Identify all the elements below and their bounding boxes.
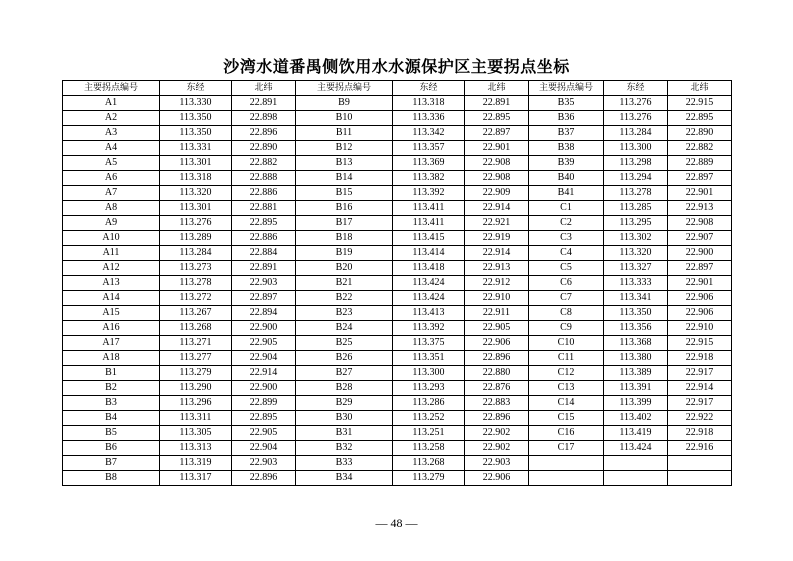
table-cell: 22.897 xyxy=(668,261,732,276)
table-cell: 22.918 xyxy=(668,426,732,441)
table-cell: 113.369 xyxy=(393,156,465,171)
table-cell: 22.917 xyxy=(668,366,732,381)
table-row xyxy=(63,111,732,126)
table-cell: B15 xyxy=(296,186,393,201)
table-row xyxy=(63,351,732,366)
table-cell: B14 xyxy=(296,171,393,186)
table-cell: C9 xyxy=(529,321,604,336)
table-cell: B29 xyxy=(296,396,393,411)
table-cell: 113.320 xyxy=(604,246,668,261)
table-cell: C17 xyxy=(529,441,604,456)
table-cell: 113.319 xyxy=(160,456,232,471)
table-cell: 22.880 xyxy=(465,366,529,381)
table-row xyxy=(63,171,732,186)
table-cell: 113.295 xyxy=(604,216,668,231)
table-cell: C12 xyxy=(529,366,604,381)
table-cell: 22.883 xyxy=(465,396,529,411)
table-cell: B6 xyxy=(63,441,160,456)
table-row xyxy=(63,231,732,246)
table-cell: 113.413 xyxy=(393,306,465,321)
table-cell: A15 xyxy=(63,306,160,321)
table-cell: 113.286 xyxy=(393,396,465,411)
table-cell xyxy=(604,471,668,486)
table-cell: 22.914 xyxy=(465,246,529,261)
table-row xyxy=(63,261,732,276)
table-cell: A1 xyxy=(63,96,160,111)
column-header: 北纬 xyxy=(668,81,732,96)
column-header: 主要拐点编号 xyxy=(296,81,393,96)
table-row xyxy=(63,246,732,261)
table-cell: B27 xyxy=(296,366,393,381)
table-cell: 113.333 xyxy=(604,276,668,291)
table-cell: 113.271 xyxy=(160,336,232,351)
table-cell: 22.888 xyxy=(232,171,296,186)
table-cell: 22.881 xyxy=(232,201,296,216)
table-cell: 113.273 xyxy=(160,261,232,276)
table-cell: B38 xyxy=(529,141,604,156)
table-cell: 113.305 xyxy=(160,426,232,441)
table-cell: 22.905 xyxy=(232,336,296,351)
table-cell: 22.908 xyxy=(668,216,732,231)
table-cell: 113.302 xyxy=(604,231,668,246)
table-cell: 113.276 xyxy=(604,111,668,126)
table-cell: C4 xyxy=(529,246,604,261)
table-cell: 22.906 xyxy=(668,306,732,321)
table-cell: 113.380 xyxy=(604,351,668,366)
table-cell: 113.301 xyxy=(160,156,232,171)
page-number: — 48 — xyxy=(375,516,418,530)
table-cell: B24 xyxy=(296,321,393,336)
table-cell: 113.331 xyxy=(160,141,232,156)
table-cell: 22.897 xyxy=(232,291,296,306)
table-cell: 113.356 xyxy=(604,321,668,336)
table-cell: A13 xyxy=(63,276,160,291)
table-row xyxy=(63,471,732,486)
table-cell: 113.277 xyxy=(160,351,232,366)
table-row xyxy=(63,321,732,336)
table-cell: 113.424 xyxy=(393,276,465,291)
table-cell: 22.896 xyxy=(465,411,529,426)
column-header: 东经 xyxy=(393,81,465,96)
table-cell: 113.389 xyxy=(604,366,668,381)
table-cell: B11 xyxy=(296,126,393,141)
table-cell: C11 xyxy=(529,351,604,366)
table-cell: 22.904 xyxy=(232,351,296,366)
table-cell: C7 xyxy=(529,291,604,306)
document-title: 沙湾水道番禺侧饮用水水源保护区主要拐点坐标 xyxy=(223,57,570,76)
table-cell: 113.300 xyxy=(604,141,668,156)
table-cell: 113.392 xyxy=(393,321,465,336)
table-cell: 113.411 xyxy=(393,201,465,216)
table-cell: C8 xyxy=(529,306,604,321)
table-row xyxy=(63,96,732,111)
table-cell: B4 xyxy=(63,411,160,426)
table-cell: 22.891 xyxy=(465,96,529,111)
table-cell: B33 xyxy=(296,456,393,471)
table-cell: 113.318 xyxy=(160,171,232,186)
table-cell: 22.906 xyxy=(668,291,732,306)
table-cell: 113.414 xyxy=(393,246,465,261)
table-cell: 22.884 xyxy=(232,246,296,261)
table-cell: A5 xyxy=(63,156,160,171)
table-cell: B17 xyxy=(296,216,393,231)
table-cell: 22.905 xyxy=(232,426,296,441)
table-cell: 22.886 xyxy=(232,231,296,246)
table-cell: 22.914 xyxy=(465,201,529,216)
table-cell: B18 xyxy=(296,231,393,246)
table-cell: 113.296 xyxy=(160,396,232,411)
table-cell: B8 xyxy=(63,471,160,486)
table-cell: 22.891 xyxy=(232,96,296,111)
column-header: 主要拐点编号 xyxy=(529,81,604,96)
table-cell: C1 xyxy=(529,201,604,216)
table-cell: 113.284 xyxy=(604,126,668,141)
table-cell: 22.890 xyxy=(232,141,296,156)
table-cell: C16 xyxy=(529,426,604,441)
table-cell: 113.268 xyxy=(160,321,232,336)
table-row xyxy=(63,396,732,411)
column-header: 东经 xyxy=(160,81,232,96)
table-cell: B36 xyxy=(529,111,604,126)
table-cell: 113.424 xyxy=(604,441,668,456)
table-cell: 113.300 xyxy=(393,366,465,381)
table-cell: 22.895 xyxy=(465,111,529,126)
table-cell: 113.298 xyxy=(604,156,668,171)
table-cell: 113.278 xyxy=(604,186,668,201)
table-cell: 113.351 xyxy=(393,351,465,366)
table-cell: 22.908 xyxy=(465,156,529,171)
table-cell: 22.912 xyxy=(465,276,529,291)
table-cell: B5 xyxy=(63,426,160,441)
table-cell: C3 xyxy=(529,231,604,246)
table-row xyxy=(63,456,732,471)
table-cell: 22.905 xyxy=(465,321,529,336)
table-cell: 113.342 xyxy=(393,126,465,141)
table-cell: 22.901 xyxy=(668,186,732,201)
table-cell: 113.341 xyxy=(604,291,668,306)
column-header: 主要拐点编号 xyxy=(63,81,160,96)
table-cell: 113.317 xyxy=(160,471,232,486)
table-cell: B26 xyxy=(296,351,393,366)
table-cell: 22.902 xyxy=(465,426,529,441)
table-cell: 22.895 xyxy=(232,216,296,231)
table-cell: B23 xyxy=(296,306,393,321)
table-cell: 113.357 xyxy=(393,141,465,156)
table-cell: 22.908 xyxy=(465,171,529,186)
table-cell: A10 xyxy=(63,231,160,246)
table-cell: 113.289 xyxy=(160,231,232,246)
table-cell: 22.894 xyxy=(232,306,296,321)
table-cell: 113.330 xyxy=(160,96,232,111)
table-cell: B40 xyxy=(529,171,604,186)
table-row xyxy=(63,201,732,216)
table-cell: B21 xyxy=(296,276,393,291)
table-cell: 22.915 xyxy=(668,336,732,351)
table-cell: 22.900 xyxy=(232,381,296,396)
table-cell: 113.301 xyxy=(160,201,232,216)
table-cell: 22.906 xyxy=(465,471,529,486)
table-cell: B35 xyxy=(529,96,604,111)
table-cell: 113.419 xyxy=(604,426,668,441)
table-row xyxy=(63,441,732,456)
table-cell: 22.910 xyxy=(465,291,529,306)
table-cell: 113.279 xyxy=(160,366,232,381)
table-cell: 22.921 xyxy=(465,216,529,231)
table-cell: 22.909 xyxy=(465,186,529,201)
table-cell: 113.402 xyxy=(604,411,668,426)
table-cell: B30 xyxy=(296,411,393,426)
table-row xyxy=(63,291,732,306)
table-cell: 113.320 xyxy=(160,186,232,201)
table-cell: C15 xyxy=(529,411,604,426)
table-cell: A11 xyxy=(63,246,160,261)
table-cell: 22.919 xyxy=(465,231,529,246)
table-cell: B31 xyxy=(296,426,393,441)
table-cell: 22.903 xyxy=(232,456,296,471)
table-cell: 113.252 xyxy=(393,411,465,426)
table-cell xyxy=(604,456,668,471)
table-cell: A12 xyxy=(63,261,160,276)
column-header: 北纬 xyxy=(465,81,529,96)
table-cell: 22.915 xyxy=(668,96,732,111)
table-cell: A3 xyxy=(63,126,160,141)
table-cell: 113.293 xyxy=(393,381,465,396)
table-cell: A8 xyxy=(63,201,160,216)
table-cell: 22.907 xyxy=(668,231,732,246)
table-cell: 113.392 xyxy=(393,186,465,201)
table-cell: 22.900 xyxy=(668,246,732,261)
table-cell: 113.258 xyxy=(393,441,465,456)
table-cell: 113.313 xyxy=(160,441,232,456)
table-cell: 22.914 xyxy=(232,366,296,381)
table-cell: 22.882 xyxy=(232,156,296,171)
table-cell: 113.327 xyxy=(604,261,668,276)
table-cell: 113.350 xyxy=(160,126,232,141)
table-cell: 113.290 xyxy=(160,381,232,396)
table-cell: 22.913 xyxy=(668,201,732,216)
table-cell: 22.896 xyxy=(232,126,296,141)
table-row xyxy=(63,381,732,396)
table-row xyxy=(63,411,732,426)
table-cell: 22.922 xyxy=(668,411,732,426)
table-cell: 22.895 xyxy=(668,111,732,126)
table-cell: A14 xyxy=(63,291,160,306)
table-cell: 22.886 xyxy=(232,186,296,201)
table-cell: 22.917 xyxy=(668,396,732,411)
table-cell: 113.285 xyxy=(604,201,668,216)
table-cell: B9 xyxy=(296,96,393,111)
table-cell: C5 xyxy=(529,261,604,276)
table-cell: 22.890 xyxy=(668,126,732,141)
table-cell: 113.276 xyxy=(604,96,668,111)
table-row xyxy=(63,126,732,141)
table-cell: 113.399 xyxy=(604,396,668,411)
table-cell: 22.902 xyxy=(465,441,529,456)
table-cell: 113.278 xyxy=(160,276,232,291)
table-cell: 113.279 xyxy=(393,471,465,486)
table-cell: 113.284 xyxy=(160,246,232,261)
table-cell: B12 xyxy=(296,141,393,156)
table-cell: 113.251 xyxy=(393,426,465,441)
table-cell xyxy=(529,471,604,486)
table-cell: 22.899 xyxy=(232,396,296,411)
table-cell: 22.906 xyxy=(465,336,529,351)
table-cell: 22.914 xyxy=(668,381,732,396)
table-cell: B3 xyxy=(63,396,160,411)
table-row xyxy=(63,366,732,381)
table-cell: B19 xyxy=(296,246,393,261)
table-cell: B2 xyxy=(63,381,160,396)
table-cell: 113.336 xyxy=(393,111,465,126)
table-cell: 22.900 xyxy=(232,321,296,336)
table-cell: 22.889 xyxy=(668,156,732,171)
table-cell: A4 xyxy=(63,141,160,156)
table-cell: 113.318 xyxy=(393,96,465,111)
table-cell: 113.350 xyxy=(160,111,232,126)
table-cell: 22.897 xyxy=(465,126,529,141)
table-cell: 113.391 xyxy=(604,381,668,396)
table-cell: B28 xyxy=(296,381,393,396)
table-row xyxy=(63,216,732,231)
table-cell: 22.896 xyxy=(465,351,529,366)
table-cell: B25 xyxy=(296,336,393,351)
table-cell: B41 xyxy=(529,186,604,201)
table-row xyxy=(63,186,732,201)
table-cell: C13 xyxy=(529,381,604,396)
table-cell: 113.382 xyxy=(393,171,465,186)
table-cell: 22.911 xyxy=(465,306,529,321)
table-cell xyxy=(668,456,732,471)
table-cell: 113.276 xyxy=(160,216,232,231)
table-cell: 113.411 xyxy=(393,216,465,231)
table-cell: A9 xyxy=(63,216,160,231)
table-cell: 113.418 xyxy=(393,261,465,276)
table-header-row xyxy=(63,81,732,96)
table-cell: B34 xyxy=(296,471,393,486)
table-cell: B32 xyxy=(296,441,393,456)
table-cell: 22.876 xyxy=(465,381,529,396)
table-cell: B22 xyxy=(296,291,393,306)
table-cell: 22.903 xyxy=(232,276,296,291)
table-cell: 113.368 xyxy=(604,336,668,351)
table-row xyxy=(63,276,732,291)
table-cell: 22.910 xyxy=(668,321,732,336)
table-cell: A17 xyxy=(63,336,160,351)
table-row xyxy=(63,156,732,171)
column-header: 东经 xyxy=(604,81,668,96)
table-cell: 113.267 xyxy=(160,306,232,321)
table-cell: C10 xyxy=(529,336,604,351)
table-cell: B13 xyxy=(296,156,393,171)
table-cell: 113.415 xyxy=(393,231,465,246)
table-cell: B37 xyxy=(529,126,604,141)
table-cell: 22.882 xyxy=(668,141,732,156)
table-cell: 22.896 xyxy=(232,471,296,486)
table-cell: C2 xyxy=(529,216,604,231)
table-cell: 113.294 xyxy=(604,171,668,186)
table-cell: A7 xyxy=(63,186,160,201)
table-cell: 113.375 xyxy=(393,336,465,351)
table-cell xyxy=(668,471,732,486)
table-row xyxy=(63,426,732,441)
table-cell xyxy=(529,456,604,471)
table-cell: A2 xyxy=(63,111,160,126)
table-body xyxy=(63,96,732,486)
table-row xyxy=(63,336,732,351)
table-cell: 22.913 xyxy=(465,261,529,276)
table-cell: 113.311 xyxy=(160,411,232,426)
table-cell: B20 xyxy=(296,261,393,276)
table-cell: 113.424 xyxy=(393,291,465,306)
table-cell: 113.272 xyxy=(160,291,232,306)
table-cell: B39 xyxy=(529,156,604,171)
table-cell: A16 xyxy=(63,321,160,336)
table-cell: 22.897 xyxy=(668,171,732,186)
table-cell: 22.891 xyxy=(232,261,296,276)
table-cell: A6 xyxy=(63,171,160,186)
table-cell: 22.904 xyxy=(232,441,296,456)
table-cell: 22.901 xyxy=(668,276,732,291)
table-cell: 22.898 xyxy=(232,111,296,126)
table-cell: 113.268 xyxy=(393,456,465,471)
coordinates-table xyxy=(62,80,732,486)
table-cell: 22.916 xyxy=(668,441,732,456)
table-cell: C6 xyxy=(529,276,604,291)
table-cell: 113.350 xyxy=(604,306,668,321)
table-cell: B10 xyxy=(296,111,393,126)
table-cell: B16 xyxy=(296,201,393,216)
table-cell: A18 xyxy=(63,351,160,366)
table-cell: 22.903 xyxy=(465,456,529,471)
table-cell: B7 xyxy=(63,456,160,471)
table-cell: 22.901 xyxy=(465,141,529,156)
table-cell: B1 xyxy=(63,366,160,381)
column-header: 北纬 xyxy=(232,81,296,96)
table-row xyxy=(63,141,732,156)
table-cell: 22.918 xyxy=(668,351,732,366)
table-cell: C14 xyxy=(529,396,604,411)
table-cell: 22.895 xyxy=(232,411,296,426)
table-row xyxy=(63,306,732,321)
